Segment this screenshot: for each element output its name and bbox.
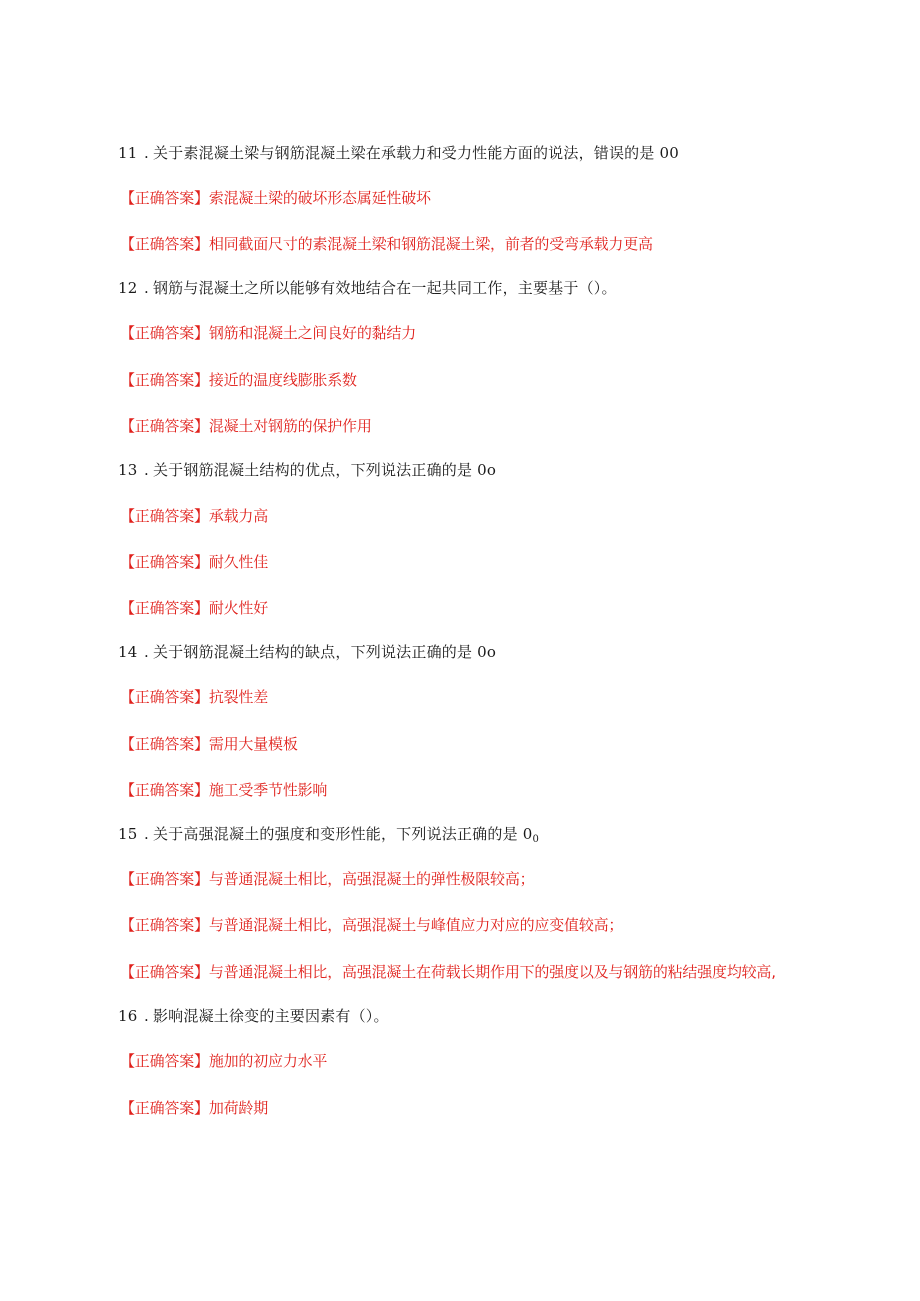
answer-14-1 <box>120 686 268 707</box>
answer-text: 抗裂性差 <box>208 688 269 706</box>
answer-tag: 【正确答案】 <box>120 1052 209 1070</box>
question-number: 11 <box>118 144 138 162</box>
question-12: 12 . 钢筋与混凝土之所以能够有效地结合在一起共同工作，主要基于（）。 <box>118 279 617 297</box>
answer-tag: 【正确答案】 <box>120 324 209 342</box>
question-text: 关于钢筋混凝土结构的优点，下列说法正确的是 0o <box>152 461 497 479</box>
answer-tag: 【正确答案】 <box>120 599 209 617</box>
answer-tag: 【正确答案】 <box>120 417 209 435</box>
answer-15-3 <box>120 961 776 982</box>
answer-12-3 <box>120 415 372 436</box>
answer-14-3 <box>120 779 327 800</box>
question-number: 14 <box>118 643 138 661</box>
answer-16-1 <box>120 1050 327 1071</box>
answer-text: 需用大量模板 <box>208 735 298 753</box>
answer-tag: 【正确答案】 <box>120 235 209 253</box>
question-16: 16 . 影响混凝土徐变的主要因素有（）。 <box>118 1007 389 1025</box>
answer-tag: 【正确答案】 <box>120 507 209 525</box>
question-text-subscript: 0 <box>532 834 540 845</box>
answer-text: 与普通混凝土相比，高强混凝土的弹性极限较高； <box>208 870 535 888</box>
answer-text: 钢筋和混凝土之间良好的黏结力 <box>208 324 417 342</box>
answer-tag: 【正确答案】 <box>120 688 209 706</box>
answer-13-3 <box>120 597 268 618</box>
answer-tag: 【正确答案】 <box>120 1099 209 1117</box>
answer-text: 接近的温度线膨胀系数 <box>208 371 357 389</box>
answer-tag: 【正确答案】 <box>120 189 209 207</box>
answer-text: 与普通混凝土相比，高强混凝土在荷载长期作用下的强度以及与钢筋的粘结强度均较高, <box>208 963 776 981</box>
question-number: 16 <box>118 1007 138 1025</box>
answer-text: 施工受季节性影响 <box>208 781 328 799</box>
answer-15-1 <box>120 868 534 889</box>
answer-15-2 <box>120 914 623 935</box>
answer-text: 索混凝土梁的破坏形态属延性破坏 <box>208 189 431 207</box>
question-14: 14 . 关于钢筋混凝土结构的缺点，下列说法正确的是 0o <box>118 643 497 661</box>
answer-tag: 【正确答案】 <box>120 916 209 934</box>
answer-text: 施加的初应力水平 <box>208 1052 328 1070</box>
answer-13-1 <box>120 505 268 526</box>
question-11: 11 . 关于素混凝土梁与钢筋混凝土梁在承载力和受力性能方面的说法，错误的是 00 <box>118 144 680 162</box>
answer-tag: 【正确答案】 <box>120 870 209 888</box>
question-number: 13 <box>118 461 138 479</box>
answer-tag: 【正确答案】 <box>120 735 209 753</box>
answer-14-2 <box>120 733 298 754</box>
answer-16-2 <box>120 1097 268 1118</box>
answer-text: 耐久性佳 <box>208 553 269 571</box>
answer-text: 承载力高 <box>208 507 269 525</box>
question-text: 影响混凝土徐变的主要因素有（）。 <box>152 1007 389 1025</box>
answer-text: 混凝土对钢筋的保护作用 <box>208 417 372 435</box>
answer-text: 相同截面尺寸的素混凝土梁和钢筋混凝土梁，前者的受弯承载力更高 <box>208 235 653 253</box>
question-text: 关于素混凝土梁与钢筋混凝土梁在承载力和受力性能方面的说法，错误的是 00 <box>152 144 680 162</box>
question-text: 关于高强混凝土的强度和变形性能，下列说法正确的是 0 <box>152 825 533 843</box>
question-13: 13 . 关于钢筋混凝土结构的优点，下列说法正确的是 0o <box>118 461 497 479</box>
answer-tag: 【正确答案】 <box>120 553 209 571</box>
question-number: 12 <box>118 279 138 297</box>
question-number: 15 <box>118 825 138 843</box>
answer-text: 与普通混凝土相比，高强混凝土与峰值应力对应的应变值较高； <box>208 916 624 934</box>
question-text: 关于钢筋混凝土结构的缺点，下列说法正确的是 0o <box>152 643 497 661</box>
answer-text: 加荷龄期 <box>208 1099 269 1117</box>
answer-text: 耐火性好 <box>208 599 269 617</box>
answer-12-2 <box>120 369 357 390</box>
question-text: 钢筋与混凝土之所以能够有效地结合在一起共同工作，主要基于（）。 <box>152 279 617 297</box>
answer-tag: 【正确答案】 <box>120 963 209 981</box>
question-15: 15 . 关于高强混凝土的强度和变形性能，下列说法正确的是 $0_0$ <box>118 825 540 845</box>
answer-tag: 【正确答案】 <box>120 781 209 799</box>
answer-12-1 <box>120 322 416 343</box>
answer-11-2 <box>120 233 653 254</box>
answer-tag: 【正确答案】 <box>120 371 209 389</box>
answer-13-2 <box>120 551 268 572</box>
answer-11-1 <box>120 187 431 208</box>
